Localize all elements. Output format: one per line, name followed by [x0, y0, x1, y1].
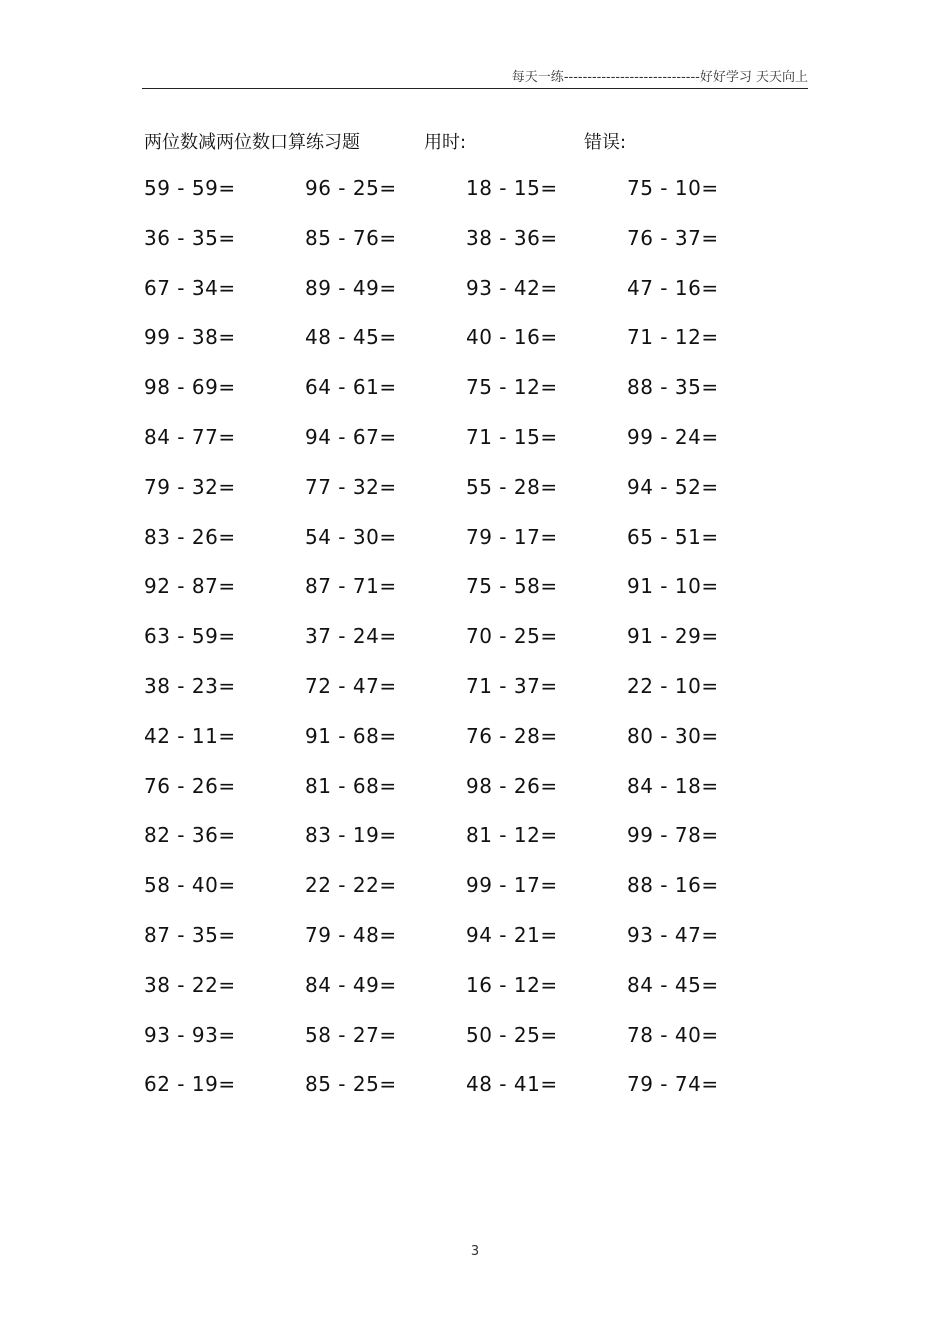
- header-dashes: -----------------------------: [563, 70, 700, 85]
- problem-item: 94 - 52=: [627, 474, 719, 499]
- problem-row: [144, 774, 804, 824]
- problem-row: [144, 674, 804, 724]
- problem-item: 98 - 69=: [144, 375, 236, 400]
- problem-item: 87 - 71=: [305, 574, 397, 599]
- problem-row: [144, 574, 804, 624]
- problem-item: 55 - 28=: [466, 474, 558, 499]
- problem-item: 78 - 40=: [627, 1022, 719, 1047]
- problem-item: 91 - 68=: [305, 723, 397, 748]
- problem-item: 71 - 12=: [627, 325, 719, 350]
- problem-row: [144, 325, 804, 375]
- problem-item: 93 - 42=: [466, 275, 558, 300]
- problem-item: 38 - 22=: [144, 972, 236, 997]
- problem-item: 94 - 21=: [466, 922, 558, 947]
- problem-item: 54 - 30=: [305, 524, 397, 549]
- title-row: [144, 128, 784, 156]
- problem-item: 84 - 49=: [305, 972, 397, 997]
- problem-item: 82 - 36=: [144, 823, 236, 848]
- problem-item: 75 - 10=: [627, 176, 719, 200]
- worksheet-title: 两位数减两位数口算练习题: [144, 132, 360, 153]
- problem-row: [144, 475, 804, 525]
- problem-item: 75 - 12=: [466, 375, 558, 400]
- problem-item: 22 - 10=: [627, 673, 719, 698]
- problem-item: 98 - 26=: [466, 773, 558, 798]
- problem-item: 81 - 12=: [466, 823, 558, 848]
- problem-row: [144, 525, 804, 575]
- problem-item: 48 - 45=: [305, 325, 397, 350]
- problem-row: [144, 973, 804, 1023]
- problem-item: 59 - 59=: [144, 176, 236, 200]
- problem-item: 71 - 37=: [466, 673, 558, 698]
- problem-item: 84 - 45=: [627, 972, 719, 997]
- error-label: 错误:: [584, 132, 627, 153]
- problem-row: [144, 375, 804, 425]
- problem-item: 67 - 34=: [144, 275, 236, 300]
- problem-item: 94 - 67=: [305, 424, 397, 449]
- problem-item: 99 - 24=: [627, 424, 719, 449]
- problem-item: 99 - 78=: [627, 823, 719, 848]
- problem-item: 38 - 23=: [144, 673, 236, 698]
- problem-item: 89 - 49=: [305, 275, 397, 300]
- problem-item: 84 - 77=: [144, 424, 236, 449]
- problem-item: 42 - 11=: [144, 723, 236, 748]
- problem-item: 91 - 10=: [627, 574, 719, 599]
- problem-item: 22 - 22=: [305, 873, 397, 898]
- problem-item: 62 - 19=: [144, 1072, 236, 1097]
- problem-item: 88 - 35=: [627, 375, 719, 400]
- problem-item: 85 - 76=: [305, 225, 397, 250]
- problem-row: [144, 923, 804, 973]
- problem-item: 87 - 35=: [144, 922, 236, 947]
- problem-item: 96 - 25=: [305, 176, 397, 200]
- problem-item: 47 - 16=: [627, 275, 719, 300]
- problem-item: 83 - 26=: [144, 524, 236, 549]
- problem-item: 58 - 27=: [305, 1022, 397, 1047]
- problem-item: 93 - 47=: [627, 922, 719, 947]
- problem-item: 48 - 41=: [466, 1072, 558, 1097]
- problem-item: 71 - 15=: [466, 424, 558, 449]
- problem-row: [144, 1023, 804, 1073]
- problem-item: 79 - 32=: [144, 474, 236, 499]
- page-number: 3: [470, 1244, 480, 1259]
- problem-row: [144, 276, 804, 326]
- problem-item: 79 - 74=: [627, 1072, 719, 1097]
- problem-item: 84 - 18=: [627, 773, 719, 798]
- problem-item: 37 - 24=: [305, 624, 397, 649]
- problem-item: 64 - 61=: [305, 375, 397, 400]
- problem-item: 83 - 19=: [305, 823, 397, 848]
- problem-item: 16 - 12=: [466, 972, 558, 997]
- problem-item: 65 - 51=: [627, 524, 719, 549]
- problem-item: 70 - 25=: [466, 624, 558, 649]
- problem-item: 38 - 36=: [466, 225, 558, 250]
- problem-item: 76 - 28=: [466, 723, 558, 748]
- problem-item: 79 - 48=: [305, 922, 397, 947]
- problem-item: 18 - 15=: [466, 176, 558, 200]
- time-label: 用时:: [424, 132, 467, 153]
- problem-item: 91 - 29=: [627, 624, 719, 649]
- problem-grid: [144, 176, 804, 1122]
- problem-item: 77 - 32=: [305, 474, 397, 499]
- problem-item: 99 - 38=: [144, 325, 236, 350]
- problem-item: 81 - 68=: [305, 773, 397, 798]
- problem-row: [144, 176, 804, 226]
- problem-item: 50 - 25=: [466, 1022, 558, 1047]
- problem-item: 99 - 17=: [466, 873, 558, 898]
- problem-row: [144, 823, 804, 873]
- problem-item: 88 - 16=: [627, 873, 719, 898]
- header-rule: [142, 88, 808, 89]
- problem-row: [144, 873, 804, 923]
- header-right-text: 好好学习 天天向上: [699, 70, 808, 85]
- header-left-text: 每天一练: [511, 70, 564, 85]
- problem-row: [144, 724, 804, 774]
- problem-item: 85 - 25=: [305, 1072, 397, 1097]
- problem-row: [144, 624, 804, 674]
- problem-item: 76 - 26=: [144, 773, 236, 798]
- problem-item: 76 - 37=: [627, 225, 719, 250]
- problem-item: 75 - 58=: [466, 574, 558, 599]
- problem-item: 79 - 17=: [466, 524, 558, 549]
- problem-item: 63 - 59=: [144, 624, 236, 649]
- problem-row: [144, 1072, 804, 1122]
- problem-item: 92 - 87=: [144, 574, 236, 599]
- problem-item: 80 - 30=: [627, 723, 719, 748]
- problem-row: [144, 226, 804, 276]
- problem-item: 72 - 47=: [305, 673, 397, 698]
- problem-item: 58 - 40=: [144, 873, 236, 898]
- problem-item: 93 - 93=: [144, 1022, 236, 1047]
- problem-item: 40 - 16=: [466, 325, 558, 350]
- problem-item: 36 - 35=: [144, 225, 236, 250]
- page-header: [142, 66, 808, 86]
- problem-row: [144, 425, 804, 475]
